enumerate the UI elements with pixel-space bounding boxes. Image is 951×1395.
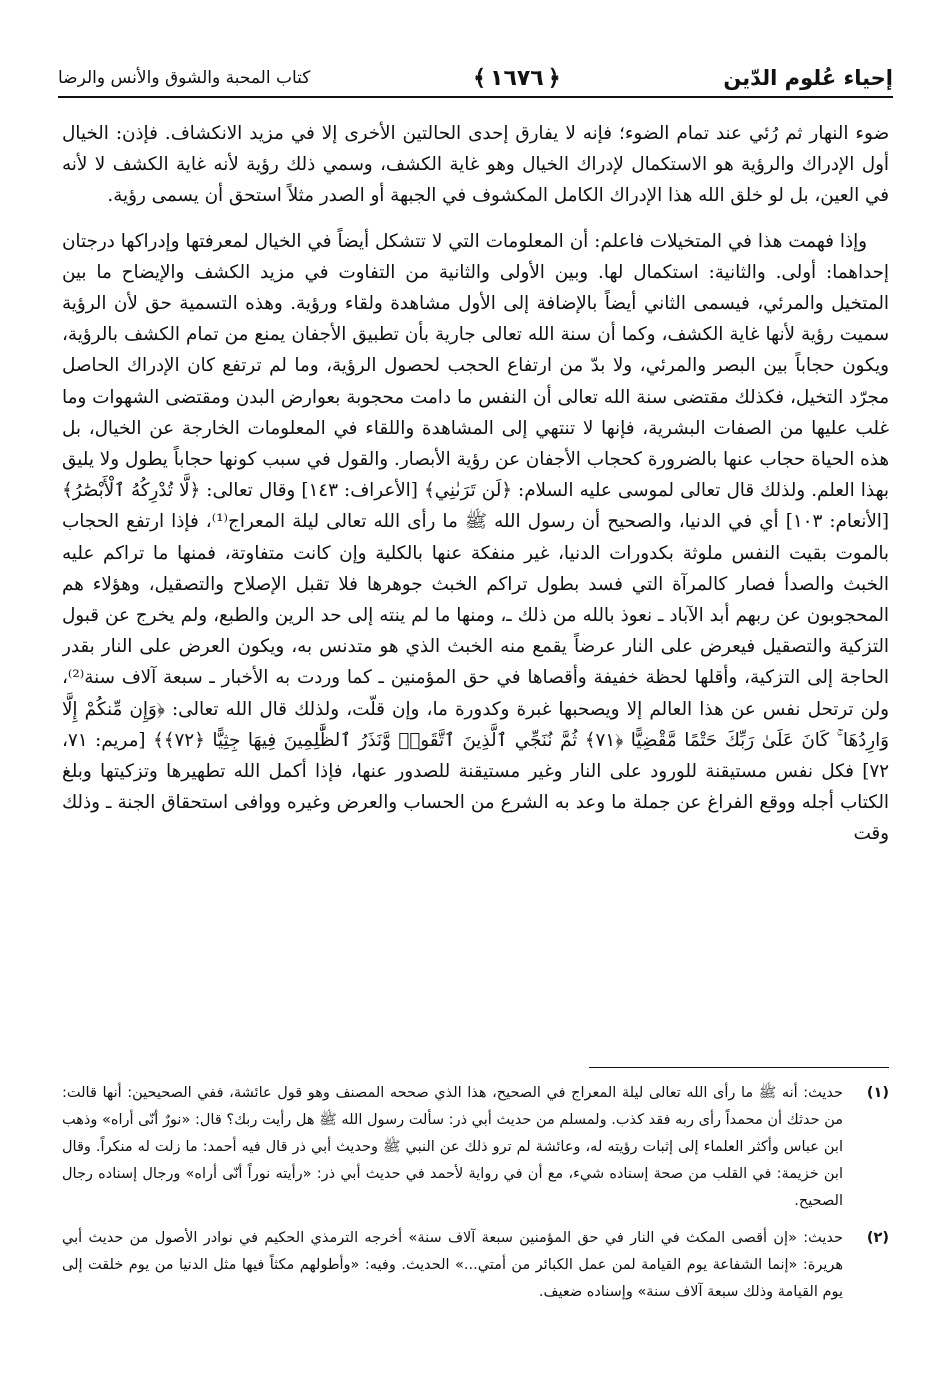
page-number-block [473,66,561,91]
page-number: ١٦٧٦ [490,65,544,91]
ornament-close: ﴾ [473,65,487,91]
paragraph: ضوء النهار ثم رُئي عند تمام الضوء؛ فإنه لا يفارق إحدى الحالتين الأخرى إلا في مزيد الانكشاف. فإذن: الخيال أول الإدراك والرؤية هو الاستكمال لإدراك الخيال وهو غاية الكشف، وسمي ذلك رؤية لأنه غاية الكشف لا لأنه في العين، بل لو خلق الله هذا الإدراك الكامل المكشوف في الجبهة أو الصدر مثلاً استحق أن يسمى رؤية. [62,123,889,207]
footnote-divider [589,1067,889,1068]
running-header [58,60,893,98]
footnote-number: (٢) [866,1230,889,1246]
footnote-text: حديث: «إن أقصى المكث في النار في حق المؤمنين سبعة آلاف سنة» أخرجه الترمذي الحكيم في نوادر الأصول من حديث أبي هريرة: «إنما الشفاعة يوم القيامة لمن عمل الكبائر من أمتي...» الحديث. وفيه: «وأطولهم مكثاً فيها مثل الدنيا من يوم خلقت إلى يوم القيامة وذلك سبعة آلاف سنة» وإسناده ضعيف. [62,1230,843,1300]
ornament-open: ﴿ [547,65,561,91]
footnote [62,1080,889,1215]
footnote-number: (١) [866,1085,889,1101]
book-title: إحياء عُلوم الدّين [723,66,893,90]
footnote-text: حديث: أنه ﷺ ما رأى الله تعالى ليلة المعراج في الصحيح، هذا الذي صححه المصنف وهو قول عائشة، ففي الصحيحين: أنها قالت: من حدثك أن محمداً رأى ربه فقد كذب. ولمسلم من حديث أبي ذر: سألت رسول الله ﷺ هل رأيت ربك؟ قال: «نورٌ أنّى أراه» وذهب ابن عباس وأكثر العلماء إلى إثبات رؤيته له، وعائشة لم ترو ذلك عن النبي ﷺ وحديث أبي ذر قال فيه أحمد: ما زلت له منكراً. وقال ابن خزيمة: في القلب من صحة إسناده شيء، مع أن في رواية لأحمد في حديث أبي ذر: «رأيته نوراً أنّى أراه» ورجال إسناده رجال الصحيح. [62,1085,843,1209]
chapter-title: كتاب المحبة والشوق والأنس والرضا [58,68,311,88]
footnote [62,1225,889,1306]
main-text [62,118,889,1048]
paragraph: وإذا فهمت هذا في المتخيلات فاعلم: أن المعلومات التي لا تتشكل أيضاً في الخيال لمعرفتها وإدراكها درجتان إحداهما: أولى. والثانية: استكمال لها. وبين الأولى والثانية من التفاوت في مزيد الكشف والإيضاح ما بين المتخيل والمرئي، فيسمى الثاني أيضاً بالإضافة إلى الأول مشاهدة ولقاء ورؤية. وهذه التسمية حق لأن الرؤية سميت رؤية لأنها غاية الكشف، وكما أن سنة الله تعالى جارية بأن تطبيق الأجفان يمنع من تمام الكشف بالرؤية، ويكون حجاباً بين البصر والمرئي، ولا بدّ من ارتفاع الحجب لحصول الرؤية، وما لم ترتفع كان الإدراك الحاصل مجرّد التخيل، فكذلك مقتضى سنة الله تعالى أن النفس ما دامت محجوبة بعوارض البدن ومقتضى الشهوات وما غلب عليها من الصفات البشرية، فإنها لا تنتهي إلى المشاهدة واللقاء في المعلومات الخارجة عن الخيال، بل هذه الحياة حجاب عنها بالضرورة كحجاب الأجفان عن رؤية الأبصار. والقول في سبب كونها حجاباً يطول ولا يليق بهذا العلم. ولذلك قال تعالى لموسى عليه السلام: ﴿لَن تَرَىٰنِي﴾ [الأعراف: ١٤٣] وقال تعالى: ﴿لَّا تُدْرِكُهُ ٱلْأَبْصَٰرُ﴾ [الأنعام: ١٠٣] أي في الدنيا، والصحيح أن رسول الله ﷺ ما رأى الله تعالى ليلة المعراج⁽¹⁾، فإذا ارتفع الحجاب بالموت بقيت النفس ملوثة بكدورات الدنيا، غير منفكة عنها بالكلية وإن كانت متفاوتة، فمنها ما تراكم عليه الخبث والصدأ فصار كالمرآة التي فسد بطول تراكم الخبث جوهرها فلا تقبل الإصلاح والتصقيل، وهؤلاء هم المحجوبون عن ربهم أبد الآباد ـ نعوذ بالله من ذلك ـ، ومنها ما لم ينته إلى حد الرين والطبع، ولم يخرج عن قبول التزكية والتصقيل فيعرض على النار عرضاً يقمع منه الخبث الذي هو متدنس به، ويكون العرض على النار بقدر الحاجة إلى التزكية، وأقلها لحظة خفيفة وأقصاها في حق المؤمنين ـ كما وردت به الأخبار ـ سبعة آلاف سنة⁽²⁾، ولن ترتحل نفس عن هذا العالم إلا ويصحبها غبرة وكدورة ما، وإن قلّت، ولذلك قال الله تعالى: ﴿وَإِن مِّنكُمْ إِلَّا وَارِدُهَا ۚ كَانَ عَلَىٰ رَبِّكَ حَتْمًا مَّقْضِيًّا ﴿٧١﴾ ثُمَّ نُنَجِّي ٱلَّذِينَ ٱتَّقَوا۟ وَّنَذَرُ ٱلظَّٰلِمِينَ فِيهَا جِثِيًّا ﴿٧٢﴾﴾ [مريم: ٧١، ٧٢] فكل نفس مستيقنة للورود على النار وغير مستيقنة للصدور عنها، فإذا أكمل الله تطهيرها وتزكيتها وبلغ الكتاب أجله ووقع الفراغ عن جملة ما وعد به الشرع من الحساب والعرض وغيره ووافى استحقاق الجنة ـ وذلك وقت [62,230,889,845]
footnotes [62,1080,889,1375]
